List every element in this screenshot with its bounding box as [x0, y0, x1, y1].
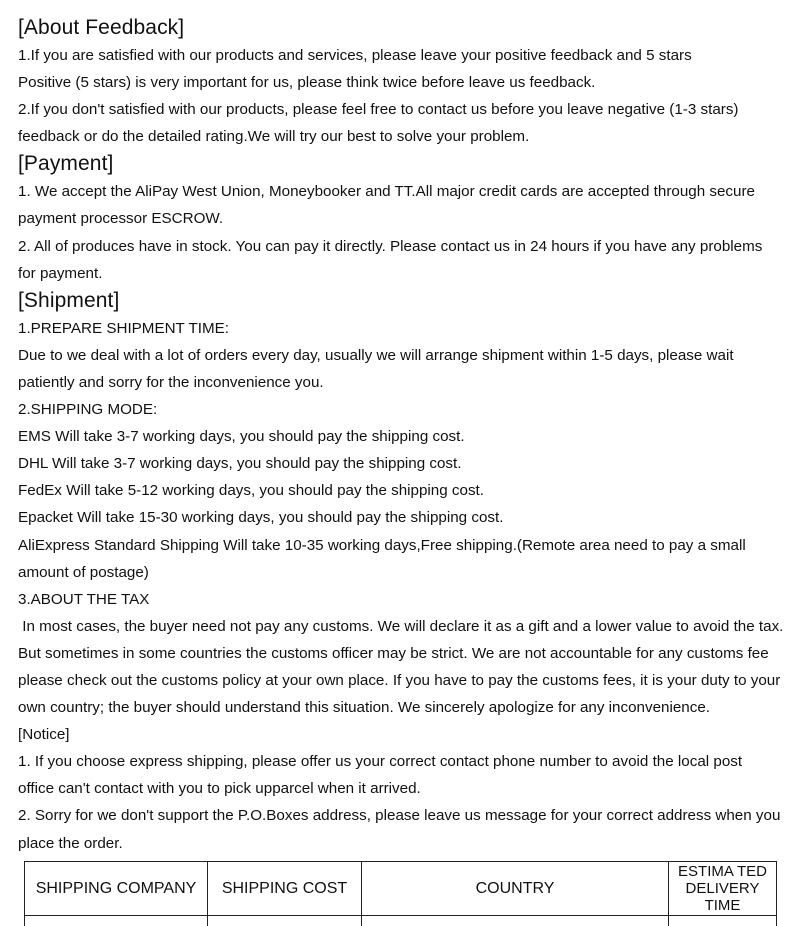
notice-heading: [Notice]: [18, 721, 788, 748]
feedback-section: [18, 14, 788, 150]
payment-line: payment processor ESCROW.: [18, 205, 788, 232]
feedback-heading: [About Feedback]: [18, 14, 788, 42]
table-cell: [362, 916, 669, 926]
payment-line: 2. All of produces have in stock. You can pay it directly. Please contact us in 24 hours if you have any problems: [18, 233, 788, 260]
shipping-mode-line: AliExpress Standard Shipping Will take 10-35 working days,Free shipping.(Remote area need to pay a small: [18, 532, 788, 559]
payment-line: for payment.: [18, 260, 788, 287]
shipping-mode-line: amount of postage): [18, 559, 788, 586]
table-cell: [669, 916, 777, 926]
notice-line: 2. Sorry for we don't support the P.O.Boxes address, please leave us message for your correct address when you: [18, 802, 788, 829]
notice-line: 1. If you choose express shipping, please offer us your correct contact phone number to avoid the local post: [18, 748, 788, 775]
feedback-line: Positive (5 stars) is very important for us, please think twice before leave us feedback.: [18, 69, 788, 96]
payment-line: 1. We accept the AliPay West Union, Moneybooker and TT.All major credit cards are accepted through secure: [18, 178, 788, 205]
prepare-shipment-line: patiently and sorry for the inconvenience you.: [18, 369, 788, 396]
tax-title: 3.ABOUT THE TAX: [18, 586, 788, 613]
table-row: [25, 916, 777, 926]
header-estimated-delivery-time: [669, 862, 777, 916]
shipment-section: [18, 287, 788, 721]
shipping-mode-line: FedEx Will take 5-12 working days, you should pay the shipping cost.: [18, 477, 788, 504]
feedback-line: 1.If you are satisfied with our products and services, please leave your positive feedback and 5 stars: [18, 42, 788, 69]
shipment-heading: [Shipment]: [18, 287, 788, 315]
header-delivery-line2: DELIVERY TIME: [686, 880, 760, 914]
table-cell: [208, 916, 362, 926]
shipping-mode-line: Epacket Will take 15-30 working days, you should pay the shipping cost.: [18, 504, 788, 531]
notice-line: place the order.: [18, 830, 788, 857]
shipping-table-wrapper: [24, 861, 776, 926]
prepare-shipment-line: Due to we deal with a lot of orders every day, usually we will arrange shipment within 1-5 days, please wait: [18, 342, 788, 369]
tax-line: But sometimes in some countries the customs officer may be strict. We are not accountable for any customs fee: [18, 640, 788, 667]
shipping-mode-line: DHL Will take 3-7 working days, you should pay the shipping cost.: [18, 450, 788, 477]
table-header-row: [25, 862, 777, 916]
payment-heading: [Payment]: [18, 150, 788, 178]
payment-section: [18, 150, 788, 286]
shipping-mode-line: EMS Will take 3-7 working days, you should pay the shipping cost.: [18, 423, 788, 450]
feedback-line: feedback or do the detailed rating.We will try our best to solve your problem.: [18, 123, 788, 150]
tax-line: In most cases, the buyer need not pay any customs. We will declare it as a gift and a lower value to avoid the tax.: [18, 613, 788, 640]
header-delivery-line1: ESTIMA TED: [678, 863, 767, 880]
shipping-policy-document: [18, 14, 788, 857]
shipping-mode-title: 2.SHIPPING MODE:: [18, 396, 788, 423]
notice-section: [18, 721, 788, 856]
header-shipping-company: SHIPPING COMPANY: [25, 862, 208, 916]
shipping-table: [24, 861, 777, 926]
header-country: COUNTRY: [362, 862, 669, 916]
table-cell: [25, 916, 208, 926]
header-shipping-cost: SHIPPING COST: [208, 862, 362, 916]
notice-line: office can't contact with you to pick upparcel when it arrived.: [18, 775, 788, 802]
feedback-line: 2.If you don't satisfied with our products, please feel free to contact us before you leave negative (1-3 stars): [18, 96, 788, 123]
tax-line: own country; the buyer should understand this situation. We sincerely apologize for any inconvenience.: [18, 694, 788, 721]
tax-line: please check out the customs policy at your own place. If you have to pay the customs fees, it is your duty to your: [18, 667, 788, 694]
prepare-shipment-title: 1.PREPARE SHIPMENT TIME:: [18, 315, 788, 342]
